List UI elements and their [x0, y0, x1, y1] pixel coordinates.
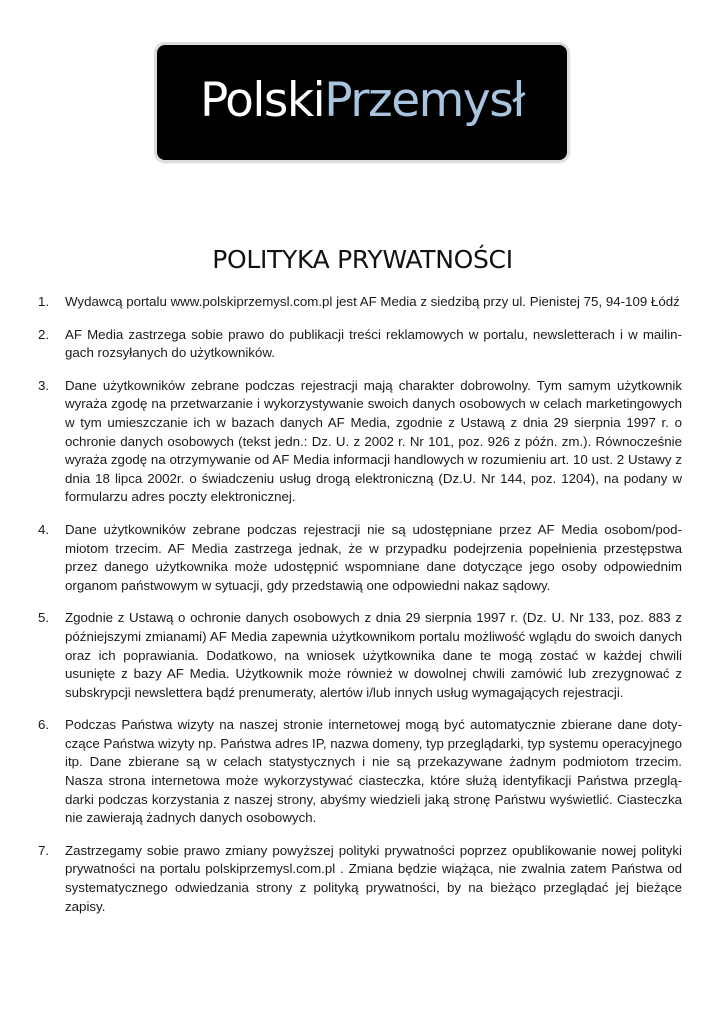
policy-item-number: 3.	[38, 377, 50, 393]
policy-item	[38, 842, 682, 916]
policy-item-number: 6.	[38, 717, 50, 733]
policy-item-number: 2.	[38, 326, 50, 342]
policy-item-number: 1.	[38, 294, 50, 309]
policy-item-text: Zgodnie z Ustawą o ochronie danych osobowych z dnia 29 sierpnia 1997 r. (Dz. U. Nr 133, poz. 883 z późniejszymi zmianami) AF Media zapewnia użytkownikom portalu możliwość wglądu do swoich danych oraz ich poprawiania. Dodatkowo, na wniosek użytkownika dane te mogą zostać w każdej chwili usunięte z bazy AF Media. Użytkownik może również w dowolnej chwili zamówić lub zrezygnować z subskrypcji newslettera bądź prenumeraty, alertów i/lub innych usług wymagających rejestracji.	[65, 610, 682, 700]
logo-text-przemysl: Przemysł	[324, 73, 525, 128]
policy-item-text: Zastrzegamy sobie prawo zmiany powyższej polityki prywatności poprzez opublikowanie nowej polityki prywatności na portalu polskiprzemysl.com.pl . Zmiana będzie wiążąca, nie zwalnia zatem Państwa od systematycznego odwiedzania strony z polityką prywatności, by na bieżąco przeglądać jej bieżące zapisy.	[65, 842, 682, 914]
logo-text-polski: Polski	[199, 73, 325, 128]
policy-item	[38, 716, 682, 828]
policy-item-text: Podczas Państwa wizyty na naszej stronie internetowej mogą być automatycznie zbierane dane dotyczące Państwa wizyty np. Państwa adres IP, nazwa domeny, typ przeglądarki, typ systemu operacyjnego itp. Dane zbierane są w celach statystycznych i nie są przekazywane żadnym podmiotom trzecim. Nasza strona internetowa może wykorzystywać ciasteczka, które służą identyfikacji Państwa przeglądarki podczas korzystania z naszej strony, abyśmy wiedzieli jaką stronę Państwu wyświetlić. Ciasteczka nie zawierają żadnych danych osobowych.	[65, 717, 682, 826]
policy-item-number: 5.	[38, 610, 50, 626]
policy-item-text: AF Media zastrzega sobie prawo do publikacji treści reklamowych w portalu, newsletterach i w mailingach rozsyłanych do użytkowników.	[65, 326, 682, 361]
policy-item	[38, 377, 682, 507]
policy-item	[38, 293, 682, 312]
page-title: POLITYKA PRYWATNOŚCI	[212, 245, 513, 274]
policy-item-text: Dane użytkowników zebrane podczas rejestracji nie są udostępniane przez AF Media osobom/podmiotom trzecim. AF Media zastrzega jednak, że w przypadku podejrzenia popełnienia przestępstwa przez danego użytkownika może udostępnić wspomniane dane dotyczące jego osoby odpowiednim organom państwowym w sytuacji, gdy przedstawią one odpowiedni nakaz sądowy.	[65, 521, 682, 593]
policy-item-text: Wydawcą portalu www.polskiprzemysl.com.pl jest AF Media z siedzibą przy ul. Pienistej 75, 94-109 Łódź	[65, 294, 680, 309]
policy-item	[38, 609, 682, 702]
logo-wordmark	[199, 73, 525, 128]
policy-item	[38, 521, 682, 595]
logo	[157, 45, 567, 160]
policy-list	[38, 293, 682, 916]
policy-item-number: 7.	[38, 842, 50, 858]
policy-item	[38, 326, 682, 363]
policy-item-text: Dane użytkowników zebrane podczas rejestracji mają charakter dobrowolny. Tym samym użytkownik wyraża zgodę na przetwarzanie i wykorzystywanie swoich danych osobowych w celach marketingowych w tym umieszczanie ich w bazach danych AF Media, zgodnie z Ustawą z dnia 29 sierpnia 1997 r. o ochronie danych osobowych (tekst jedn.: Dz. U. z 2002 r. Nr 101, poz. 926 z późn. zm.). Równocześnie wyraża zgodę na otrzymywanie od AF Media informacji handlowych w rozumieniu art. 10 ust. 2 Ustawy z dnia 18 lipca 2002r. o świadczeniu usług drogą elektroniczną (Dz.U. Nr 144, poz. 1204), na podany w formularzu adres poczty elektronicznej.	[65, 377, 682, 505]
policy-item-number: 4.	[38, 521, 50, 537]
